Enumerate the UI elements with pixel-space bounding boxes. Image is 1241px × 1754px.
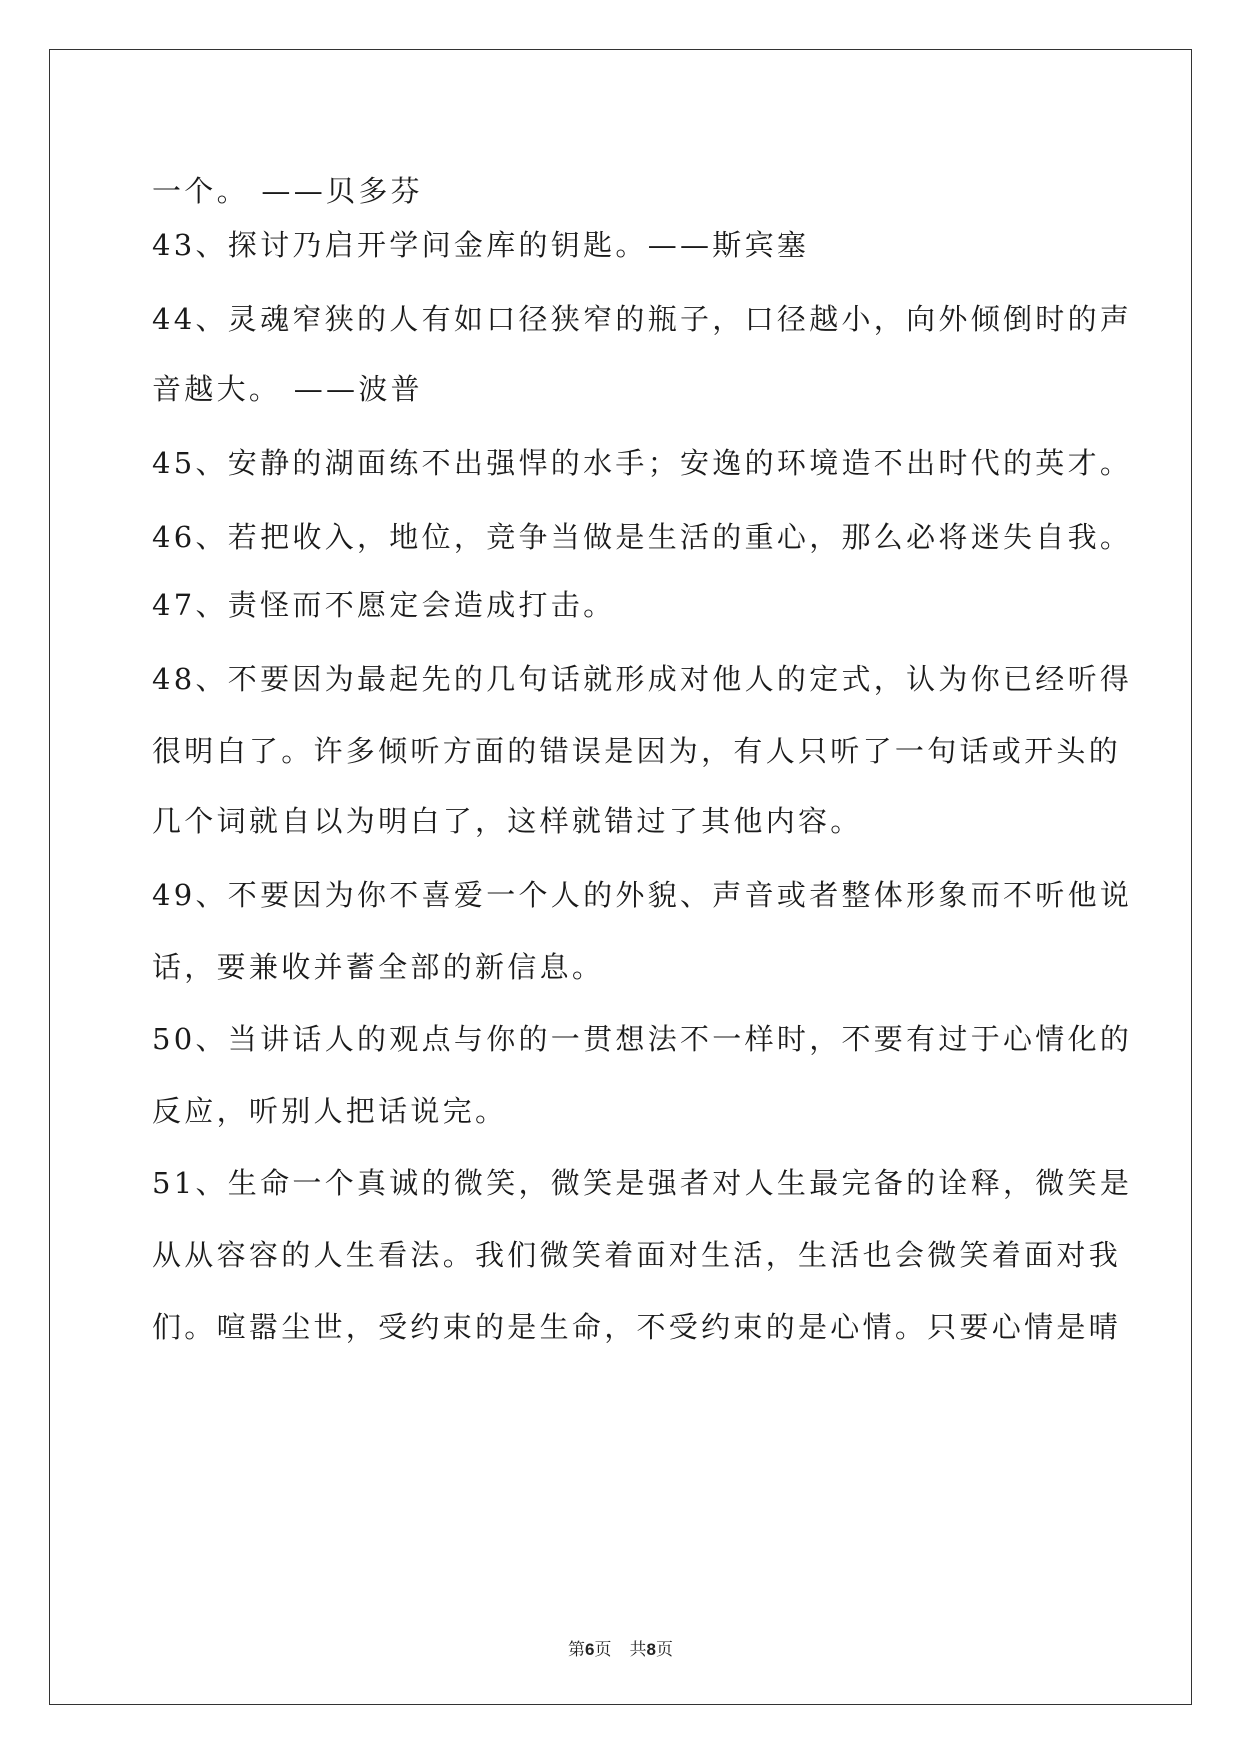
page-footer [0,1639,1241,1661]
footer-page-suffix: 页 [594,1640,612,1660]
footer-total-suffix: 页 [655,1640,673,1660]
footer-prefix: 第 [568,1640,586,1660]
text-line: 从从容容的人生看法。我们微笑着面对生活，生活也会微笑着面对我 [152,1238,1122,1272]
text-line: 46、若把收入，地位，竞争当做是生活的重心，那么必将迷失自我。 [152,520,1133,554]
text-line: 很明白了。许多倾听方面的错误是因为，有人只听了一句话或开头的 [152,734,1122,768]
text-line: 45、安静的湖面练不出强悍的水手；安逸的环境造不出时代的英才。 [152,446,1133,480]
text-line: 几个词就自以为明白了，这样就错过了其他内容。 [152,804,863,838]
text-line: 50、当讲话人的观点与你的一贯想法不一样时，不要有过于心情化的 [152,1022,1133,1056]
current-page-number: 6 [585,1640,595,1659]
text-line: 49、不要因为你不喜爱一个人的外貌、声音或者整体形象而不听他说 [152,878,1133,912]
text-line: 音越大。 ——波普 [152,372,423,406]
text-line: 44、灵魂窄狭的人有如口径狭窄的瓶子，口径越小，向外倾倒时的声 [152,302,1133,336]
text-line: 43、探讨乃启开学问金库的钥匙。——斯宾塞 [152,228,810,262]
text-line: 反应，听别人把话说完。 [152,1094,508,1128]
text-line: 话，要兼收并蓄全部的新信息。 [152,950,605,984]
text-line: 一个。 ——贝多芬 [152,174,423,208]
text-line: 们。喧嚣尘世，受约束的是生命，不受约束的是心情。只要心情是晴 [152,1310,1122,1344]
text-line: 51、生命一个真诚的微笑，微笑是强者对人生最完备的诠释，微笑是 [152,1166,1133,1200]
text-line: 48、不要因为最起先的几句话就形成对他人的定式，认为你已经听得 [152,662,1133,696]
footer-total-prefix: 共 [629,1640,647,1660]
total-page-count: 8 [646,1640,656,1659]
text-line: 47、责怪而不愿定会造成打击。 [152,588,616,622]
